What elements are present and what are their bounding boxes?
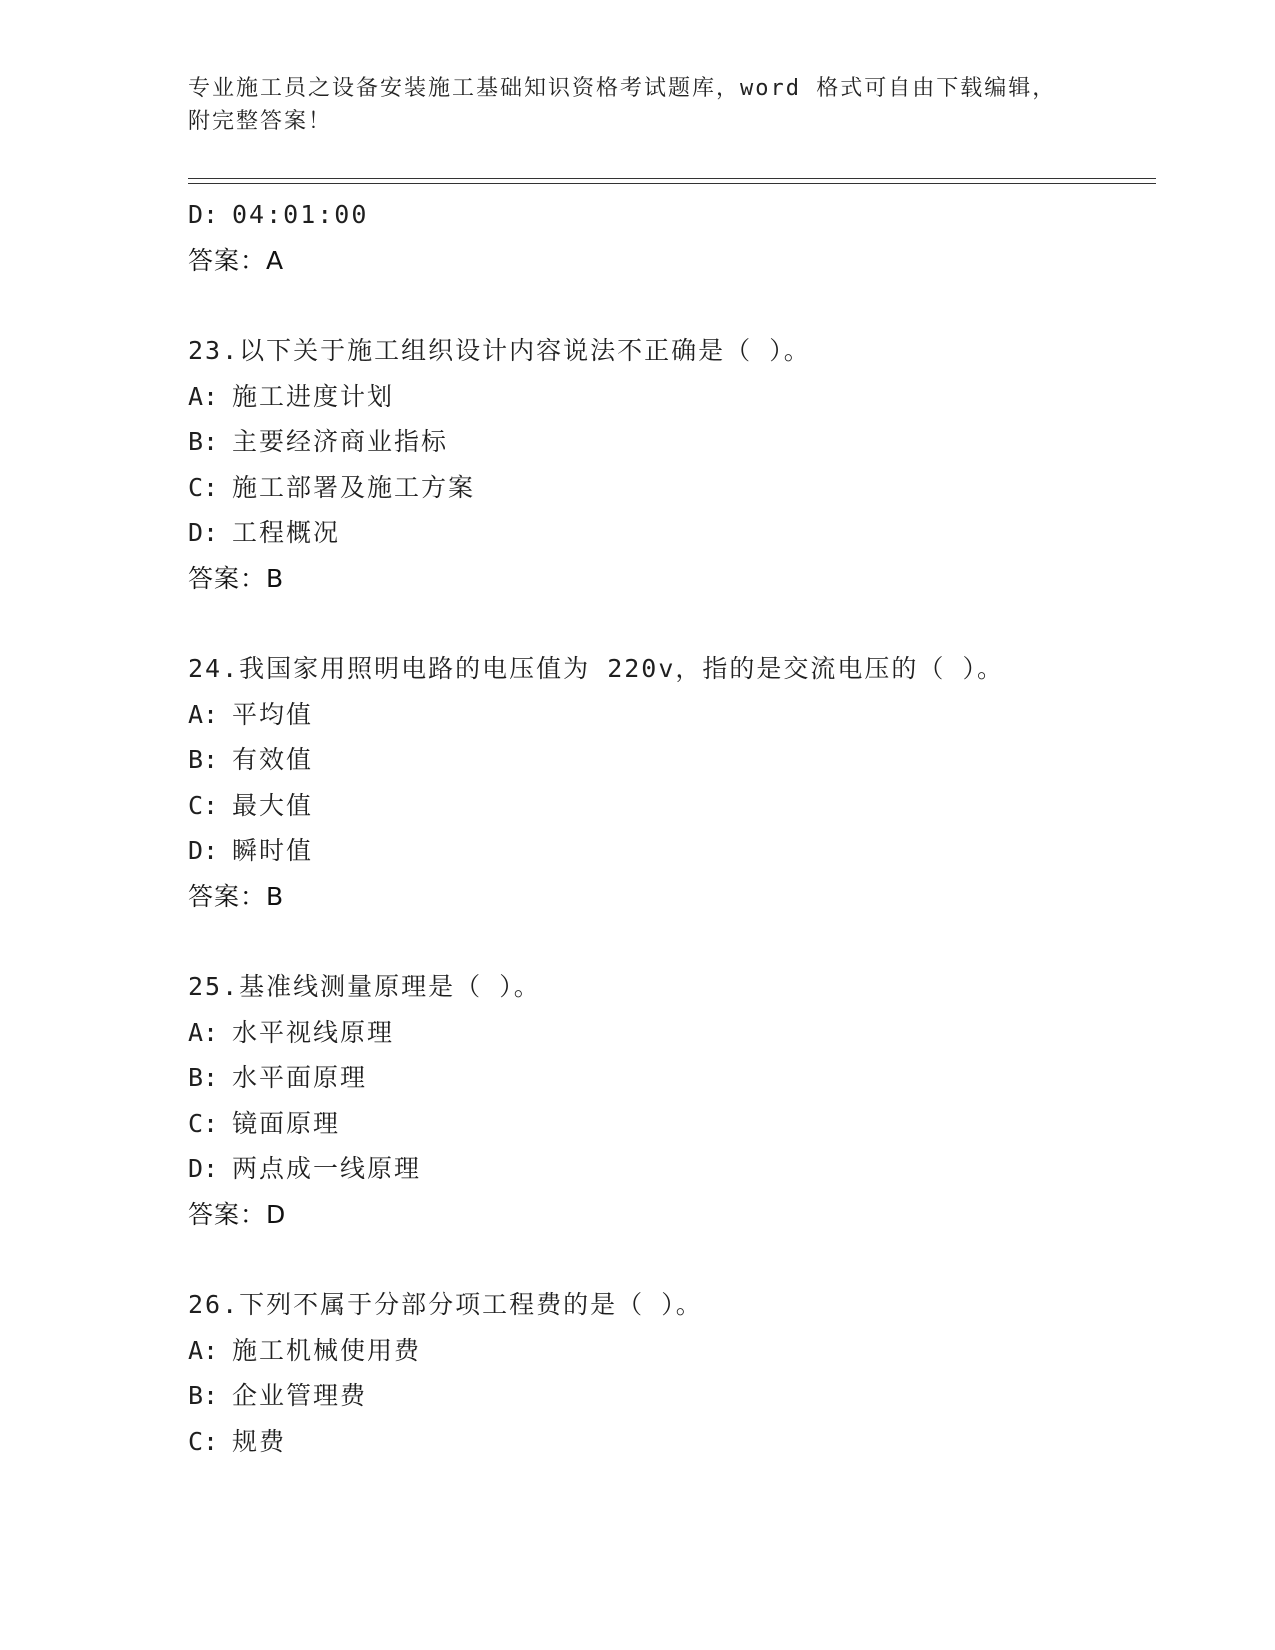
question-text: 24.我国家用照明电路的电压值为 220v，指的是交流电压的（ ）。 [188,654,1004,683]
answer-text: 答案：D [188,1199,287,1229]
option-label: C: [188,1108,219,1138]
question-text: 25.基准线测量原理是（ ）。 [188,972,541,1001]
question-text: 23.以下关于施工组织设计内容说法不正确是（ ）。 [188,336,811,365]
answer-text: 答案：B [188,881,285,911]
option-text: 瞬时值 [232,836,314,865]
answer-text: 答案：B [188,563,285,593]
option-text: 水平视线原理 [232,1017,395,1047]
option-text: 水平面原理 [232,1063,368,1092]
block-spacer [188,1237,1148,1282]
option-row [188,692,1148,738]
option-text: 两点成一线原理 [232,1154,422,1183]
option-label: A: [188,1335,219,1365]
option-label: C: [188,472,219,502]
option-row [188,1373,1148,1419]
document-header [188,72,1068,138]
option-text: 工程概况 [232,518,341,547]
option-text: 最大值 [232,790,314,820]
header-divider-bottom [188,183,1156,184]
block-spacer [188,919,1148,964]
option-label: B: [188,1063,219,1092]
option-row [188,1419,1148,1465]
option-row [188,1055,1148,1101]
option-label: C: [188,1426,219,1456]
option-row [188,419,1148,465]
option-text: 施工机械使用费 [232,1335,422,1365]
option-text: 施工进度计划 [232,381,395,411]
option-row [188,1328,1148,1374]
option-row [188,1146,1148,1192]
option-label: C: [188,790,219,820]
option-label: A: [188,1017,219,1047]
question-block [188,328,1148,601]
question-block [188,964,1148,1237]
option-label: D: [188,518,219,547]
option-label: B: [188,427,219,456]
option-label: D: [188,200,219,229]
header-title-line2: 附完整答案！ [188,109,333,134]
option-label: D: [188,836,219,865]
option-text: 规费 [232,1426,287,1456]
question-list [188,192,1148,1464]
option-row [188,828,1148,874]
option-label: D: [188,1154,219,1183]
option-row [188,1010,1148,1056]
option-row [188,192,1148,238]
question-block [188,1282,1148,1464]
option-label: B: [188,1381,219,1410]
header-divider-top [188,178,1156,179]
option-text: 施工部署及施工方案 [232,472,476,502]
option-text: 主要经济商业指标 [232,427,449,456]
answer-text: 答案：A [188,245,285,275]
option-text: 镜面原理 [232,1108,341,1138]
option-text: 有效值 [232,745,314,774]
header-title-line1: 专业施工员之设备安装施工基础知识资格考试题库，word 格式可自由下载编辑， [188,76,1057,101]
option-text: 企业管理费 [232,1381,368,1410]
option-label: B: [188,745,219,774]
option-row [188,374,1148,420]
option-row [188,783,1148,829]
option-row [188,737,1148,783]
option-label: A: [188,381,219,411]
option-label: A: [188,699,219,729]
option-text: 平均值 [232,699,314,729]
block-spacer [188,283,1148,328]
question-block [188,646,1148,919]
option-row [188,1101,1148,1147]
option-row [188,510,1148,556]
option-row [188,465,1148,511]
option-text: 04:01:00 [232,200,369,229]
question-text: 26.下列不属于分部分项工程费的是（ ）。 [188,1290,703,1319]
question-block [188,192,1148,283]
block-spacer [188,601,1148,646]
